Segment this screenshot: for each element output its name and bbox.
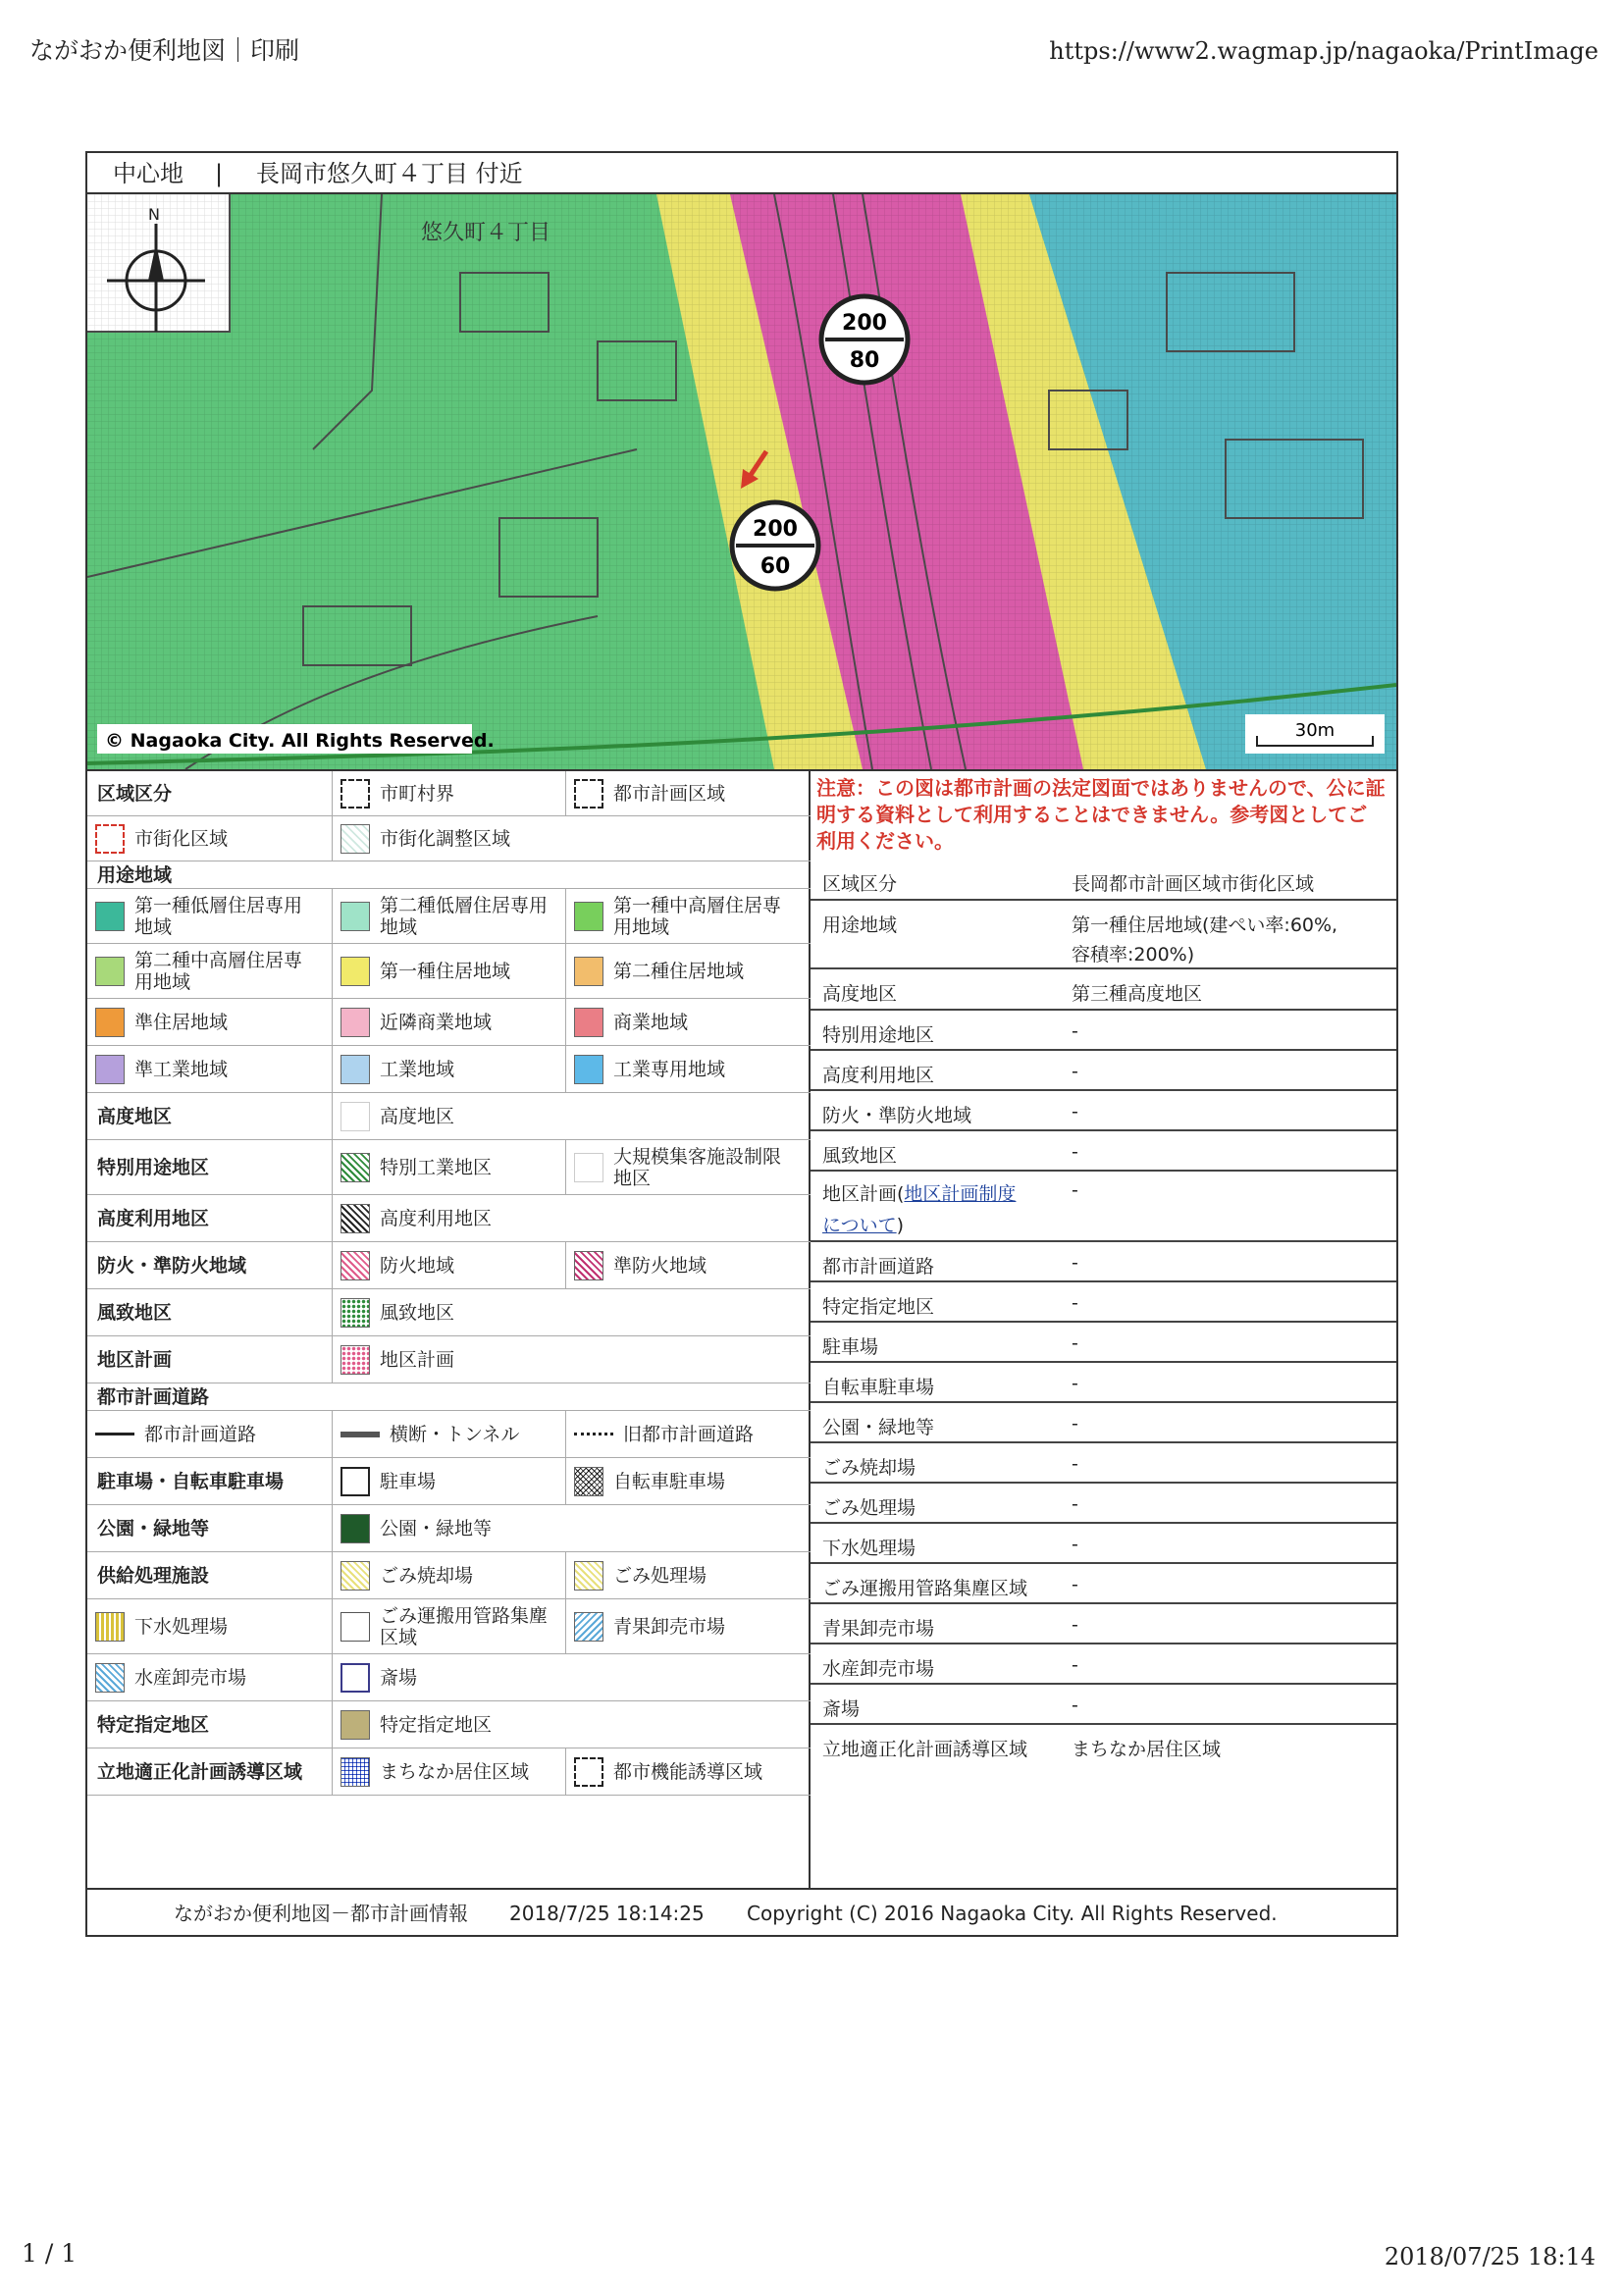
legend-panel xyxy=(87,771,811,1888)
legend-label: 旧都市計画道路 xyxy=(623,1423,755,1445)
legend-row xyxy=(87,1458,811,1505)
legend-row xyxy=(87,1748,811,1796)
footer-app-name: ながおか便利地図－都市計画情報 xyxy=(174,1902,468,1925)
zone-swatch xyxy=(95,957,125,986)
info-key: 特別用途地区 xyxy=(822,1024,935,1046)
info-value: - xyxy=(1072,1493,1078,1515)
info-value: - xyxy=(1072,1179,1078,1201)
special-industrial-swatch xyxy=(340,1153,370,1182)
legend-label: 横断・トンネル xyxy=(390,1423,520,1445)
info-key: 下水処理場 xyxy=(822,1538,916,1559)
info-key: 地区計画( xyxy=(822,1183,905,1205)
center-address: 長岡市悠久町４丁目 付近 xyxy=(256,160,523,187)
badge-floor-ratio-1 xyxy=(821,296,908,383)
legend-label: 工業専用地域 xyxy=(613,1058,726,1080)
zone-swatch xyxy=(95,1008,125,1037)
district-plan-swatch xyxy=(340,1345,370,1375)
badge1-top: 200 xyxy=(842,311,887,336)
legend-row xyxy=(87,1289,811,1336)
info-value: - xyxy=(1072,1101,1078,1122)
legend-row xyxy=(87,1195,811,1242)
map-copyright: © Nagaoka City. All Rights Reserved. xyxy=(105,730,495,752)
info-row xyxy=(811,1363,1396,1403)
scale-bar xyxy=(1245,714,1385,754)
legend-label: ごみ運搬用管路集塵区域 xyxy=(380,1604,549,1648)
info-key: 高度利用地区 xyxy=(822,1065,935,1086)
zone-swatch xyxy=(574,1008,603,1037)
legend-row xyxy=(87,816,811,861)
legend-label: 都市計画区域 xyxy=(613,782,726,805)
legend-row xyxy=(87,1599,811,1654)
info-row xyxy=(811,1685,1396,1725)
legend-label: 工業地域 xyxy=(380,1058,455,1080)
urbanization-area-swatch xyxy=(95,824,125,854)
info-value: - xyxy=(1072,1292,1078,1314)
legend-label: 下水処理場 xyxy=(134,1615,229,1638)
badge-floor-ratio-2 xyxy=(732,502,818,589)
info-value: - xyxy=(1072,1534,1078,1555)
urban-function-swatch xyxy=(574,1757,603,1787)
waste-plant-swatch xyxy=(574,1561,603,1591)
info-row xyxy=(811,860,1396,901)
info-row xyxy=(811,1091,1396,1131)
print-frame xyxy=(85,151,1398,1937)
legend-label: 近隣商業地域 xyxy=(380,1011,493,1033)
page-header-title: ながおか便利地図｜印刷 xyxy=(29,36,300,65)
legend-label: 風致地区 xyxy=(380,1301,455,1324)
legend-head: 供給処理施設 xyxy=(97,1564,210,1587)
legend-head: 用途地域 xyxy=(97,863,173,886)
info-key: 駐車場 xyxy=(822,1336,879,1358)
info-value: - xyxy=(1072,1654,1078,1676)
legend-head: 特定指定地区 xyxy=(97,1713,210,1736)
produce-market-swatch xyxy=(574,1612,603,1642)
info-value: - xyxy=(1072,1413,1078,1435)
center-location-bar xyxy=(87,153,1396,194)
print-datetime: 2018/07/25 18:14 xyxy=(1384,2243,1596,2270)
legend-label: 地区計画 xyxy=(380,1348,455,1371)
info-key: ) xyxy=(896,1215,905,1236)
info-key: ごみ運搬用管路集塵区域 xyxy=(822,1578,1028,1599)
badge2-bottom: 60 xyxy=(759,554,791,579)
high-utilization-swatch xyxy=(340,1204,370,1233)
legend-row xyxy=(87,861,811,889)
sewage-plant-swatch xyxy=(95,1612,125,1642)
info-row xyxy=(811,1564,1396,1604)
info-value: - xyxy=(1072,1574,1078,1595)
incinerator-swatch xyxy=(340,1561,370,1591)
info-row xyxy=(811,1443,1396,1484)
info-row xyxy=(811,1172,1396,1242)
legend-head: 防火・準防火地域 xyxy=(97,1254,247,1277)
legend-label: 自転車駐車場 xyxy=(613,1470,726,1492)
info-value: - xyxy=(1072,1373,1078,1394)
center-label: 中心地 xyxy=(113,160,183,187)
footer-copyright: Copyright (C) 2016 Nagaoka City. All Rights Reserved. xyxy=(747,1902,1278,1925)
parking-swatch xyxy=(340,1467,370,1496)
page-header-url: https://www2.wagmap.jp/nagaoka/PrintImage xyxy=(1049,37,1598,65)
legend-label: 公園・緑地等 xyxy=(380,1517,493,1539)
page-number: 1 / 1 xyxy=(22,2239,78,2268)
legend-head: 都市計画道路 xyxy=(97,1385,210,1408)
legend-label: 市街化調整区域 xyxy=(380,827,511,850)
semi-fire-zone-swatch xyxy=(574,1251,603,1280)
town-label: 悠久町４丁目 xyxy=(421,221,551,245)
info-value: 容積率:200%) xyxy=(1072,944,1195,965)
zone-swatch xyxy=(574,902,603,931)
zone-swatch xyxy=(340,1008,370,1037)
legend-label: 第二種住居地域 xyxy=(613,960,745,982)
legend-label: 青果卸売市場 xyxy=(613,1615,726,1638)
info-key: ごみ焼却場 xyxy=(822,1457,916,1479)
info-value: - xyxy=(1072,1061,1078,1082)
info-value: - xyxy=(1072,1252,1078,1274)
info-key: 風致地区 xyxy=(822,1145,898,1167)
legend-head: 高度利用地区 xyxy=(97,1207,210,1229)
info-row xyxy=(811,1644,1396,1685)
zone-swatch xyxy=(574,957,603,986)
legend-row xyxy=(87,1383,811,1411)
legend-row xyxy=(87,1411,811,1458)
height-district-swatch xyxy=(340,1102,370,1131)
info-key: 立地適正化計画誘導区域 xyxy=(822,1739,1028,1760)
legend-label: 準防火地域 xyxy=(613,1254,707,1277)
info-value: - xyxy=(1072,1020,1078,1042)
legend-head: 区域区分 xyxy=(97,782,173,805)
residential-induction-swatch xyxy=(340,1757,370,1787)
info-value: 第三種高度地区 xyxy=(1072,983,1203,1005)
legend-label: 高度利用地区 xyxy=(380,1207,493,1229)
north-label: N xyxy=(148,205,160,224)
info-row xyxy=(811,1524,1396,1564)
info-value: 第一種住居地域(建ぺい率:60%, xyxy=(1072,914,1338,936)
legend-label: 市町村界 xyxy=(380,782,455,805)
dust-collection-swatch xyxy=(340,1612,370,1642)
info-value: - xyxy=(1072,1695,1078,1716)
info-row xyxy=(811,1242,1396,1282)
info-key: 区域区分 xyxy=(822,873,898,895)
legend-row xyxy=(87,1242,811,1289)
legend-row xyxy=(87,889,811,944)
crematorium-swatch xyxy=(340,1663,370,1693)
legend-label: 第二種低層住居専用地域 xyxy=(380,894,549,938)
legend-row xyxy=(87,1701,811,1748)
legend-head: 公園・緑地等 xyxy=(97,1517,210,1539)
legend-row xyxy=(87,1654,811,1701)
legend-label: 特別工業地区 xyxy=(380,1156,493,1178)
legend-label: 第一種低層住居専用地域 xyxy=(134,894,303,938)
legend-label: 商業地域 xyxy=(613,1011,689,1033)
legend-label: 大規模集客施設制限地区 xyxy=(613,1145,782,1189)
legend-head: 特別用途地区 xyxy=(97,1156,210,1178)
legend-label: まちなか居住区域 xyxy=(380,1760,530,1783)
legend-label: 都市計画道路 xyxy=(144,1423,257,1445)
legend-row xyxy=(87,1046,811,1093)
district-plan-link-cont[interactable]: について xyxy=(822,1215,897,1236)
scenic-district-swatch xyxy=(340,1298,370,1328)
zone-swatch xyxy=(340,1055,370,1084)
legend-row xyxy=(87,944,811,999)
legend-row xyxy=(87,771,811,816)
info-row xyxy=(811,1282,1396,1323)
info-key: 水産卸売市場 xyxy=(822,1658,935,1680)
legend-label: 準工業地域 xyxy=(134,1058,229,1080)
legend-row xyxy=(87,1552,811,1599)
legend-label: 駐車場 xyxy=(380,1470,437,1492)
planned-road-line-icon xyxy=(95,1433,134,1435)
legend-label: 都市機能誘導区域 xyxy=(613,1760,763,1783)
fish-market-swatch xyxy=(95,1663,125,1693)
info-row xyxy=(811,1484,1396,1524)
legend-row xyxy=(87,1140,811,1195)
info-value: まちなか居住区域 xyxy=(1072,1739,1222,1760)
info-row xyxy=(811,1323,1396,1363)
info-row xyxy=(811,901,1396,969)
info-key: 特定指定地区 xyxy=(822,1296,935,1318)
legend-row xyxy=(87,1336,811,1383)
print-footer xyxy=(87,1888,1396,1937)
legend-head: 風致地区 xyxy=(97,1301,173,1324)
info-row xyxy=(811,1403,1396,1443)
center-divider: | xyxy=(215,160,224,187)
zone-swatch xyxy=(340,957,370,986)
legend-row xyxy=(87,1093,811,1140)
old-road-line-icon xyxy=(574,1433,613,1435)
info-key: 青果卸売市場 xyxy=(822,1618,935,1640)
adjustment-area-swatch xyxy=(340,824,370,854)
info-row xyxy=(811,1051,1396,1091)
info-key: 自転車駐車場 xyxy=(822,1377,935,1398)
tunnel-line-icon xyxy=(340,1432,380,1437)
legend-label: 斎場 xyxy=(380,1666,418,1689)
badge1-bottom: 80 xyxy=(849,348,880,373)
legend-label: 水産卸売市場 xyxy=(134,1666,247,1689)
district-plan-link[interactable]: 地区計画制度 xyxy=(904,1183,1017,1205)
badge2-top: 200 xyxy=(753,517,798,542)
info-panel xyxy=(811,771,1396,1888)
info-value: - xyxy=(1072,1614,1078,1636)
legend-label: 第一種中高層住居専用地域 xyxy=(613,894,782,938)
legend-label: ごみ焼却場 xyxy=(380,1564,474,1587)
map-image xyxy=(87,194,1396,771)
legend-head: 高度地区 xyxy=(97,1105,173,1127)
legend-row xyxy=(87,1505,811,1552)
scale-label: 30m xyxy=(1294,720,1335,741)
info-key: 斎場 xyxy=(822,1698,861,1720)
bicycle-parking-swatch xyxy=(574,1467,603,1496)
planning-area-swatch xyxy=(574,779,603,809)
zone-swatch xyxy=(95,1055,125,1084)
park-swatch xyxy=(340,1514,370,1543)
legend-label: 高度地区 xyxy=(380,1105,455,1127)
legend-row xyxy=(87,999,811,1046)
info-row xyxy=(811,1011,1396,1051)
info-key: 高度地区 xyxy=(822,983,898,1005)
info-row xyxy=(811,1725,1396,1765)
info-value: - xyxy=(1072,1453,1078,1475)
legal-notice: 注意：この図は都市計画の法定図面ではありませんので、公に証明する資料として利用することはできません。参考図としてご利用ください。 xyxy=(816,776,1386,853)
footer-datetime: 2018/7/25 18:14:25 xyxy=(509,1902,705,1925)
zone-swatch xyxy=(340,902,370,931)
legend-head: 立地適正化計画誘導区域 xyxy=(97,1760,303,1783)
municipal-border-swatch xyxy=(340,779,370,809)
info-key: 都市計画道路 xyxy=(822,1256,935,1278)
legend-label: ごみ処理場 xyxy=(613,1564,707,1587)
info-row xyxy=(811,1604,1396,1644)
info-key: 公園・緑地等 xyxy=(822,1417,935,1438)
large-facility-swatch xyxy=(574,1153,603,1182)
legend-head: 地区計画 xyxy=(97,1348,173,1371)
info-value: 長岡都市計画区域市街化区域 xyxy=(1072,873,1315,895)
legend-label: 防火地域 xyxy=(380,1254,455,1277)
legend-label: 特定指定地区 xyxy=(380,1713,493,1736)
fire-zone-swatch xyxy=(340,1251,370,1280)
info-row xyxy=(811,1131,1396,1172)
legend-label: 準住居地域 xyxy=(134,1011,229,1033)
zone-swatch xyxy=(95,902,125,931)
zone-swatch xyxy=(574,1055,603,1084)
legend-label: 第二種中高層住居専用地域 xyxy=(134,949,303,993)
info-key: ごみ処理場 xyxy=(822,1497,916,1519)
designated-district-swatch xyxy=(340,1710,370,1740)
info-row xyxy=(811,969,1396,1011)
legend-head: 駐車場・自転車駐車場 xyxy=(97,1470,285,1492)
legend-label: 第一種住居地域 xyxy=(380,960,511,982)
info-value: - xyxy=(1072,1141,1078,1163)
info-value: - xyxy=(1072,1332,1078,1354)
legend-label: 市街化区域 xyxy=(134,827,229,850)
info-key: 用途地域 xyxy=(822,914,898,936)
info-key: 防火・準防火地域 xyxy=(822,1105,972,1126)
